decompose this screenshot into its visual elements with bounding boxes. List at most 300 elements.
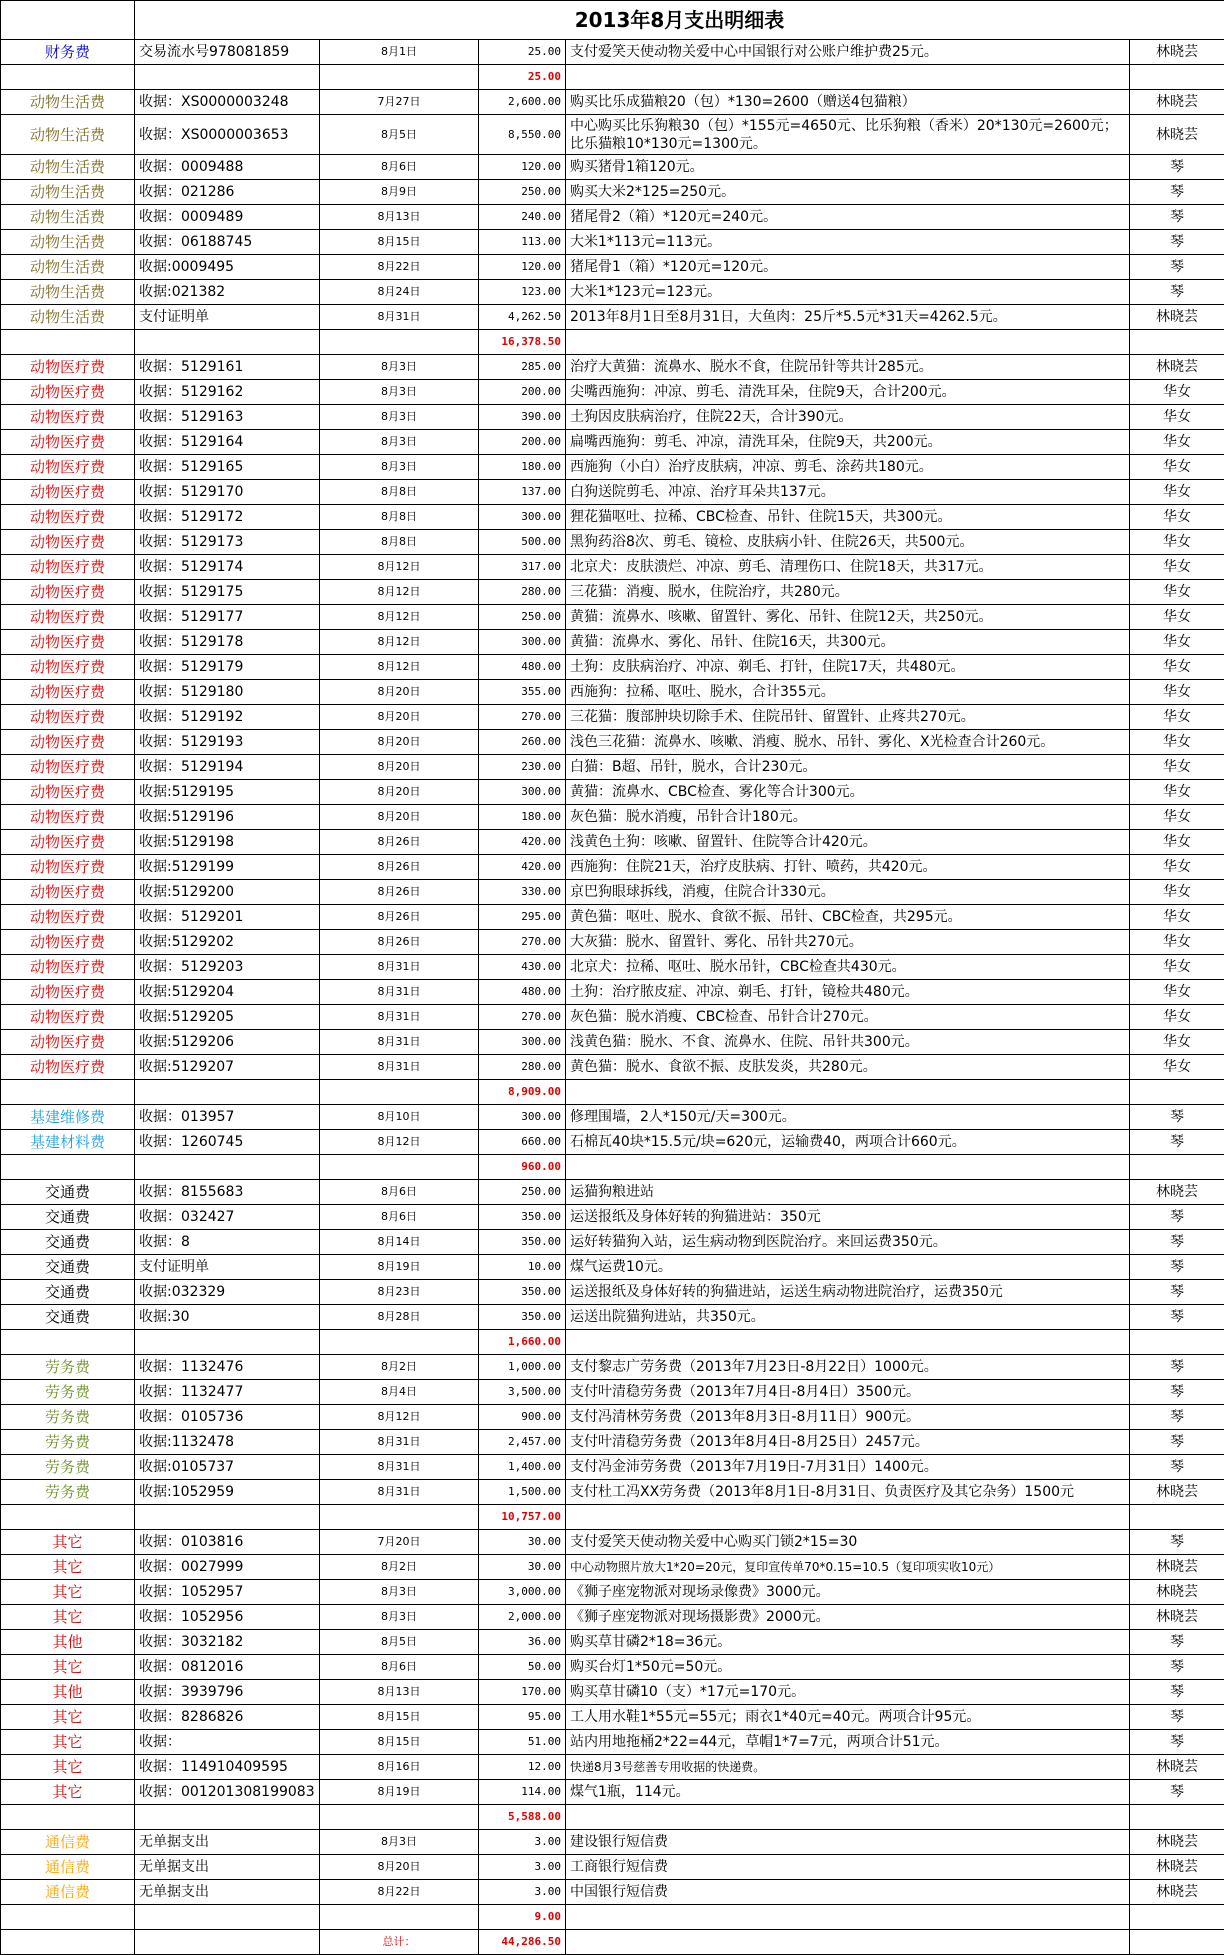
amount-cell: 1,400.00 xyxy=(479,1455,566,1480)
person-cell: 琴 xyxy=(1130,1730,1224,1755)
description-cell: 猪尾骨1（箱）*120元=120元。 xyxy=(566,255,1130,280)
amount-cell: 2,457.00 xyxy=(479,1430,566,1455)
subtotal-value: 25.00 xyxy=(479,65,566,90)
date-cell: 8月28日 xyxy=(320,1305,479,1330)
date-cell: 8月12日 xyxy=(320,630,479,655)
empty-cell xyxy=(1,1330,135,1355)
person-cell: 华女 xyxy=(1130,555,1224,580)
date-cell: 8月26日 xyxy=(320,830,479,855)
table-row xyxy=(1,755,1224,780)
table-row xyxy=(1,1430,1224,1455)
category-cell: 交通费 xyxy=(1,1280,135,1305)
description-cell: 支付爱笑天使动物关爱中心中国银行对公账户维护费25元。 xyxy=(566,40,1130,65)
table-row xyxy=(1,1880,1224,1905)
amount-cell: 240.00 xyxy=(479,205,566,230)
date-cell: 8月22日 xyxy=(320,255,479,280)
description-cell: 购买大米2*125=250元。 xyxy=(566,180,1130,205)
person-cell: 华女 xyxy=(1130,630,1224,655)
receipt-cell: 收据：5129203 xyxy=(135,955,320,980)
category-cell: 其它 xyxy=(1,1755,135,1780)
date-cell: 8月26日 xyxy=(320,880,479,905)
category-cell: 动物医疗费 xyxy=(1,655,135,680)
amount-cell: 3.00 xyxy=(479,1855,566,1880)
description-cell: 灰色猫：脱水消瘦，吊针合计180元。 xyxy=(566,805,1130,830)
description-cell: 扁嘴西施狗：剪毛、冲凉，清洗耳朵，住院9天，共200元。 xyxy=(566,430,1130,455)
description-cell: 运送出院猫狗进站，共350元。 xyxy=(566,1305,1130,1330)
category-cell: 交通费 xyxy=(1,1230,135,1255)
description-cell: 支付杜工冯XX劳务费（2013年8月1日-8月31日、负责医疗及其它杂务）1500元 xyxy=(566,1480,1130,1505)
date-cell: 8月31日 xyxy=(320,305,479,330)
receipt-cell: 无单据支出 xyxy=(135,1830,320,1855)
category-cell: 动物医疗费 xyxy=(1,580,135,605)
empty-cell xyxy=(1,1905,135,1930)
amount-cell: 270.00 xyxy=(479,930,566,955)
category-cell: 动物医疗费 xyxy=(1,880,135,905)
total-value: 44,286.50 xyxy=(479,1930,566,1955)
receipt-cell: 收据：021286 xyxy=(135,180,320,205)
date-cell: 8月31日 xyxy=(320,1030,479,1055)
category-cell: 交通费 xyxy=(1,1255,135,1280)
description-cell: 黄猫：流鼻水、CBC检查、雾化等合计300元。 xyxy=(566,780,1130,805)
date-cell: 8月22日 xyxy=(320,1880,479,1905)
person-cell: 华女 xyxy=(1130,855,1224,880)
empty-cell xyxy=(135,330,320,355)
table-row xyxy=(1,1030,1224,1055)
amount-cell: 285.00 xyxy=(479,355,566,380)
amount-cell: 390.00 xyxy=(479,405,566,430)
receipt-cell: 收据:5129195 xyxy=(135,780,320,805)
category-cell: 动物生活费 xyxy=(1,155,135,180)
category-cell: 动物医疗费 xyxy=(1,555,135,580)
amount-cell: 280.00 xyxy=(479,580,566,605)
table-row xyxy=(1,405,1224,430)
amount-cell: 137.00 xyxy=(479,480,566,505)
person-cell: 林晓芸 xyxy=(1130,305,1224,330)
amount-cell: 270.00 xyxy=(479,1005,566,1030)
date-cell: 8月23日 xyxy=(320,1280,479,1305)
receipt-cell: 收据：001201308199083 xyxy=(135,1780,320,1805)
empty-cell xyxy=(1130,1905,1224,1930)
receipt-cell: 收据：XS0000003248 xyxy=(135,90,320,115)
receipt-cell: 收据:1052959 xyxy=(135,1480,320,1505)
receipt-cell: 收据:5129198 xyxy=(135,830,320,855)
empty-cell xyxy=(1,1805,135,1830)
receipt-cell: 收据：5129173 xyxy=(135,530,320,555)
table-row xyxy=(1,1405,1224,1430)
date-cell: 8月26日 xyxy=(320,905,479,930)
category-cell: 基建维修费 xyxy=(1,1105,135,1130)
person-cell: 林晓芸 xyxy=(1130,90,1224,115)
amount-cell: 30.00 xyxy=(479,1530,566,1555)
description-cell: 西施狗（小白）治疗皮肤病，冲凉、剪毛、涂药共180元。 xyxy=(566,455,1130,480)
table-row xyxy=(1,580,1224,605)
receipt-cell: 收据：1132476 xyxy=(135,1355,320,1380)
receipt-cell: 收据:021382 xyxy=(135,280,320,305)
date-cell: 8月15日 xyxy=(320,1730,479,1755)
category-cell: 动物医疗费 xyxy=(1,680,135,705)
date-cell: 8月10日 xyxy=(320,1105,479,1130)
date-cell: 8月20日 xyxy=(320,705,479,730)
date-cell: 8月5日 xyxy=(320,1630,479,1655)
empty-cell xyxy=(320,1505,479,1530)
amount-cell: 300.00 xyxy=(479,505,566,530)
page-title: 2013年8月支出明细表 xyxy=(135,1,1224,40)
description-cell: 黑狗药浴8次、剪毛、镜检、皮肤病小针、住院26天，共500元。 xyxy=(566,530,1130,555)
description-cell: 三花猫：腹部肿块切除手术、住院吊针、留置针、止疼共270元。 xyxy=(566,705,1130,730)
subtotal-value: 1,660.00 xyxy=(479,1330,566,1355)
empty-cell xyxy=(1130,1080,1224,1105)
amount-cell: 3,500.00 xyxy=(479,1380,566,1405)
date-cell: 8月12日 xyxy=(320,580,479,605)
amount-cell: 355.00 xyxy=(479,680,566,705)
date-cell: 8月12日 xyxy=(320,1130,479,1155)
subtotal-row xyxy=(1,1155,1224,1180)
empty-cell xyxy=(320,1080,479,1105)
amount-cell: 51.00 xyxy=(479,1730,566,1755)
person-cell: 华女 xyxy=(1130,805,1224,830)
date-cell: 8月3日 xyxy=(320,405,479,430)
table-row xyxy=(1,1005,1224,1030)
category-cell: 动物医疗费 xyxy=(1,805,135,830)
date-cell: 8月3日 xyxy=(320,1580,479,1605)
table-row xyxy=(1,1580,1224,1605)
person-cell: 华女 xyxy=(1130,580,1224,605)
empty-cell xyxy=(566,1505,1130,1530)
receipt-cell: 收据：3032182 xyxy=(135,1630,320,1655)
date-cell: 8月20日 xyxy=(320,730,479,755)
description-cell: 土狗：治疗脓皮症、冲凉、剃毛、打针，镜检共480元。 xyxy=(566,980,1130,1005)
description-cell: 大米1*113元=113元。 xyxy=(566,230,1130,255)
date-cell: 8月6日 xyxy=(320,1205,479,1230)
category-cell: 动物医疗费 xyxy=(1,780,135,805)
subtotal-row xyxy=(1,330,1224,355)
person-cell: 琴 xyxy=(1130,1405,1224,1430)
table-row xyxy=(1,680,1224,705)
table-row xyxy=(1,1655,1224,1680)
description-cell: 浅黄色土狗：咳嗽、留置针、住院等合计420元。 xyxy=(566,830,1130,855)
receipt-cell: 收据：5129192 xyxy=(135,705,320,730)
category-cell: 其它 xyxy=(1,1605,135,1630)
table-row xyxy=(1,780,1224,805)
date-cell: 8月24日 xyxy=(320,280,479,305)
date-cell: 8月3日 xyxy=(320,355,479,380)
receipt-cell: 收据:5129199 xyxy=(135,855,320,880)
amount-cell: 350.00 xyxy=(479,1205,566,1230)
amount-cell: 25.00 xyxy=(479,40,566,65)
amount-cell: 3,000.00 xyxy=(479,1580,566,1605)
empty-cell xyxy=(1,1155,135,1180)
empty-cell xyxy=(1130,1330,1224,1355)
receipt-cell: 收据：0812016 xyxy=(135,1655,320,1680)
amount-cell: 250.00 xyxy=(479,180,566,205)
category-cell: 其它 xyxy=(1,1530,135,1555)
amount-cell: 300.00 xyxy=(479,1030,566,1055)
person-cell: 华女 xyxy=(1130,430,1224,455)
empty-cell xyxy=(1130,330,1224,355)
description-cell: 西施狗：住院21天，治疗皮肤病、打针、喷药，共420元。 xyxy=(566,855,1130,880)
receipt-cell: 收据：013957 xyxy=(135,1105,320,1130)
amount-cell: 10.00 xyxy=(479,1255,566,1280)
table-row xyxy=(1,880,1224,905)
date-cell: 8月20日 xyxy=(320,1855,479,1880)
title-row xyxy=(1,1,1224,40)
amount-cell: 180.00 xyxy=(479,805,566,830)
empty-cell xyxy=(135,1805,320,1830)
table-row xyxy=(1,805,1224,830)
amount-cell: 300.00 xyxy=(479,630,566,655)
person-cell: 琴 xyxy=(1130,255,1224,280)
description-cell: 购买草甘磷10（支）*17元=170元。 xyxy=(566,1680,1130,1705)
subtotal-value: 16,378.50 xyxy=(479,330,566,355)
amount-cell: 350.00 xyxy=(479,1280,566,1305)
table-row xyxy=(1,1480,1224,1505)
date-cell: 8月20日 xyxy=(320,680,479,705)
subtotal-row xyxy=(1,1805,1224,1830)
person-cell: 华女 xyxy=(1130,680,1224,705)
date-cell: 8月13日 xyxy=(320,1680,479,1705)
person-cell: 林晓芸 xyxy=(1130,1180,1224,1205)
person-cell: 琴 xyxy=(1130,1780,1224,1805)
empty-cell xyxy=(566,1080,1130,1105)
subtotal-value: 10,757.00 xyxy=(479,1505,566,1530)
empty-cell xyxy=(320,1330,479,1355)
person-cell: 林晓芸 xyxy=(1130,40,1224,65)
table-row xyxy=(1,1755,1224,1780)
empty-cell xyxy=(135,1905,320,1930)
person-cell: 琴 xyxy=(1130,1455,1224,1480)
receipt-cell: 收据：5129161 xyxy=(135,355,320,380)
category-cell: 通信费 xyxy=(1,1830,135,1855)
description-cell: 支付叶清稳劳务费（2013年7月4日-8月4日）3500元。 xyxy=(566,1380,1130,1405)
description-cell: 白狗送院剪毛、冲凉、治疗耳朵共137元。 xyxy=(566,480,1130,505)
description-cell: 支付黎志广劳务费（2013年7月23日-8月22日）1000元。 xyxy=(566,1355,1130,1380)
description-cell: 三花猫：消瘦、脱水，住院治疗，共280元。 xyxy=(566,580,1130,605)
person-cell: 林晓芸 xyxy=(1130,1605,1224,1630)
amount-cell: 30.00 xyxy=(479,1555,566,1580)
amount-cell: 480.00 xyxy=(479,655,566,680)
table-row xyxy=(1,1530,1224,1555)
table-row xyxy=(1,1380,1224,1405)
table-row xyxy=(1,1705,1224,1730)
table-row xyxy=(1,955,1224,980)
receipt-cell: 收据：0009488 xyxy=(135,155,320,180)
description-cell: 中国银行短信费 xyxy=(566,1880,1130,1905)
amount-cell: 420.00 xyxy=(479,855,566,880)
amount-cell: 113.00 xyxy=(479,230,566,255)
person-cell: 琴 xyxy=(1130,1105,1224,1130)
category-cell: 动物医疗费 xyxy=(1,505,135,530)
table-row xyxy=(1,1255,1224,1280)
receipt-cell: 收据：5129201 xyxy=(135,905,320,930)
table-row xyxy=(1,305,1224,330)
date-cell: 8月12日 xyxy=(320,1405,479,1430)
description-cell: 建设银行短信费 xyxy=(566,1830,1130,1855)
receipt-cell: 收据：5129180 xyxy=(135,680,320,705)
description-cell: 土狗因皮肤病治疗，住院22天，合计390元。 xyxy=(566,405,1130,430)
description-cell: 2013年8月1日至8月31日，大鱼肉：25斤*5.5元*31天=4262.5元。 xyxy=(566,305,1130,330)
date-cell: 8月3日 xyxy=(320,1830,479,1855)
amount-cell: 95.00 xyxy=(479,1705,566,1730)
amount-cell: 50.00 xyxy=(479,1655,566,1680)
subtotal-row xyxy=(1,1080,1224,1105)
person-cell: 琴 xyxy=(1130,1280,1224,1305)
description-cell: 购买猪骨1箱120元。 xyxy=(566,155,1130,180)
amount-cell: 1,500.00 xyxy=(479,1480,566,1505)
description-cell: 工商银行短信费 xyxy=(566,1855,1130,1880)
category-cell: 动物生活费 xyxy=(1,305,135,330)
receipt-cell: 无单据支出 xyxy=(135,1880,320,1905)
person-cell: 林晓芸 xyxy=(1130,355,1224,380)
category-cell: 交通费 xyxy=(1,1305,135,1330)
person-cell: 华女 xyxy=(1130,505,1224,530)
table-row xyxy=(1,205,1224,230)
description-cell: 浅黄色猫：脱水、不食、流鼻水、住院、吊针共300元。 xyxy=(566,1030,1130,1055)
empty-cell xyxy=(135,1505,320,1530)
date-cell: 8月1日 xyxy=(320,40,479,65)
receipt-cell: 收据： xyxy=(135,1730,320,1755)
description-cell: 浅色三花猫：流鼻水、咳嗽、消瘦、脱水、吊针、雾化、X光检查合计260元。 xyxy=(566,730,1130,755)
person-cell: 琴 xyxy=(1130,205,1224,230)
description-cell: 治疗大黄猫：流鼻水、脱水不食，住院吊针等共计285元。 xyxy=(566,355,1130,380)
category-cell: 动物医疗费 xyxy=(1,455,135,480)
amount-cell: 3.00 xyxy=(479,1880,566,1905)
empty-cell xyxy=(1130,65,1224,90)
amount-cell: 123.00 xyxy=(479,280,566,305)
date-cell: 8月9日 xyxy=(320,180,479,205)
description-cell: 北京犬：皮肤溃烂、冲凉、剪毛、清理伤口、住院18天，共317元。 xyxy=(566,555,1130,580)
table-row xyxy=(1,1830,1224,1855)
date-cell: 8月26日 xyxy=(320,855,479,880)
date-cell: 8月31日 xyxy=(320,955,479,980)
description-cell: 购买草甘磷2*18=36元。 xyxy=(566,1630,1130,1655)
category-cell: 动物医疗费 xyxy=(1,755,135,780)
category-cell: 动物医疗费 xyxy=(1,355,135,380)
person-cell: 华女 xyxy=(1130,905,1224,930)
category-cell: 动物生活费 xyxy=(1,230,135,255)
description-cell: 狸花猫呕吐、拉稀、CBC检查、吊针、住院15天，共300元。 xyxy=(566,505,1130,530)
subtotal-row xyxy=(1,1905,1224,1930)
person-cell: 琴 xyxy=(1130,1430,1224,1455)
empty-cell xyxy=(566,1930,1130,1955)
date-cell: 8月31日 xyxy=(320,1455,479,1480)
category-cell: 动物生活费 xyxy=(1,90,135,115)
category-cell: 基建材料费 xyxy=(1,1130,135,1155)
category-cell: 动物医疗费 xyxy=(1,1030,135,1055)
amount-cell: 300.00 xyxy=(479,780,566,805)
date-cell: 8月12日 xyxy=(320,555,479,580)
empty-cell xyxy=(135,1155,320,1180)
empty-cell xyxy=(566,330,1130,355)
receipt-cell: 收据:5129207 xyxy=(135,1055,320,1080)
description-cell: 购买台灯1*50元=50元。 xyxy=(566,1655,1130,1680)
category-cell: 动物医疗费 xyxy=(1,955,135,980)
receipt-cell: 收据:1132478 xyxy=(135,1430,320,1455)
description-cell: 站内用地拖桶2*22=44元，草帽1*7=7元，两项合计51元。 xyxy=(566,1730,1130,1755)
receipt-cell: 收据：5129174 xyxy=(135,555,320,580)
total-row xyxy=(1,1930,1224,1955)
empty-cell xyxy=(135,1330,320,1355)
amount-cell: 2,600.00 xyxy=(479,90,566,115)
person-cell: 林晓芸 xyxy=(1130,1880,1224,1905)
table-row xyxy=(1,180,1224,205)
table-row xyxy=(1,980,1224,1005)
person-cell: 琴 xyxy=(1130,1630,1224,1655)
table-row xyxy=(1,1305,1224,1330)
person-cell: 华女 xyxy=(1130,405,1224,430)
table-row xyxy=(1,380,1224,405)
empty-cell xyxy=(1,1080,135,1105)
receipt-cell: 收据：5129179 xyxy=(135,655,320,680)
receipt-cell: 收据:5129202 xyxy=(135,930,320,955)
amount-cell: 200.00 xyxy=(479,380,566,405)
receipt-cell: 收据:5129196 xyxy=(135,805,320,830)
empty-cell xyxy=(135,1930,320,1955)
table-row xyxy=(1,1280,1224,1305)
table-row xyxy=(1,730,1224,755)
amount-cell: 300.00 xyxy=(479,1105,566,1130)
table-row xyxy=(1,1630,1224,1655)
amount-cell: 350.00 xyxy=(479,1230,566,1255)
person-cell: 华女 xyxy=(1130,655,1224,680)
amount-cell: 120.00 xyxy=(479,255,566,280)
category-cell: 动物医疗费 xyxy=(1,980,135,1005)
receipt-cell: 收据：0105736 xyxy=(135,1405,320,1430)
person-cell: 华女 xyxy=(1130,605,1224,630)
table-row xyxy=(1,1780,1224,1805)
table-row xyxy=(1,1130,1224,1155)
table-row xyxy=(1,705,1224,730)
table-row xyxy=(1,1605,1224,1630)
person-cell: 琴 xyxy=(1130,1380,1224,1405)
receipt-cell: 收据：0009489 xyxy=(135,205,320,230)
subtotal-value: 960.00 xyxy=(479,1155,566,1180)
person-cell: 琴 xyxy=(1130,280,1224,305)
description-cell: 快递8月3号慈善专用收据的快递费。 xyxy=(566,1755,1130,1780)
subtotal-row xyxy=(1,65,1224,90)
receipt-cell: 收据：5129162 xyxy=(135,380,320,405)
table-row xyxy=(1,830,1224,855)
description-cell: 《狮子座宠物派对现场摄影费》2000元。 xyxy=(566,1605,1130,1630)
category-cell: 其他 xyxy=(1,1680,135,1705)
category-cell: 财务费 xyxy=(1,40,135,65)
person-cell: 华女 xyxy=(1130,755,1224,780)
date-cell: 8月8日 xyxy=(320,530,479,555)
receipt-cell: 收据：5129175 xyxy=(135,580,320,605)
description-cell: 修理围墙，2人*150元/天=300元。 xyxy=(566,1105,1130,1130)
receipt-cell: 收据:5129200 xyxy=(135,880,320,905)
receipt-cell: 收据：XS0000003653 xyxy=(135,115,320,155)
empty-cell xyxy=(320,1805,479,1830)
subtotal-value: 9.00 xyxy=(479,1905,566,1930)
receipt-cell: 收据：0027999 xyxy=(135,1555,320,1580)
description-cell: 黄色猫：呕吐、脱水、食欲不振、吊针、CBC检查，共295元。 xyxy=(566,905,1130,930)
date-cell: 8月31日 xyxy=(320,1430,479,1455)
receipt-cell: 收据：5129172 xyxy=(135,505,320,530)
date-cell: 8月31日 xyxy=(320,1480,479,1505)
person-cell: 华女 xyxy=(1130,730,1224,755)
receipt-cell: 收据：0103816 xyxy=(135,1530,320,1555)
person-cell: 华女 xyxy=(1130,930,1224,955)
category-cell: 动物医疗费 xyxy=(1,1005,135,1030)
table-row xyxy=(1,930,1224,955)
amount-cell: 317.00 xyxy=(479,555,566,580)
category-cell: 劳务费 xyxy=(1,1480,135,1505)
category-cell: 动物生活费 xyxy=(1,205,135,230)
description-cell: 中心动物照片放大1*20=20元，复印宣传单70*0.15=10.5（复印项实收10元） xyxy=(566,1555,1130,1580)
amount-cell: 350.00 xyxy=(479,1305,566,1330)
table-row xyxy=(1,355,1224,380)
category-cell: 动物医疗费 xyxy=(1,405,135,430)
